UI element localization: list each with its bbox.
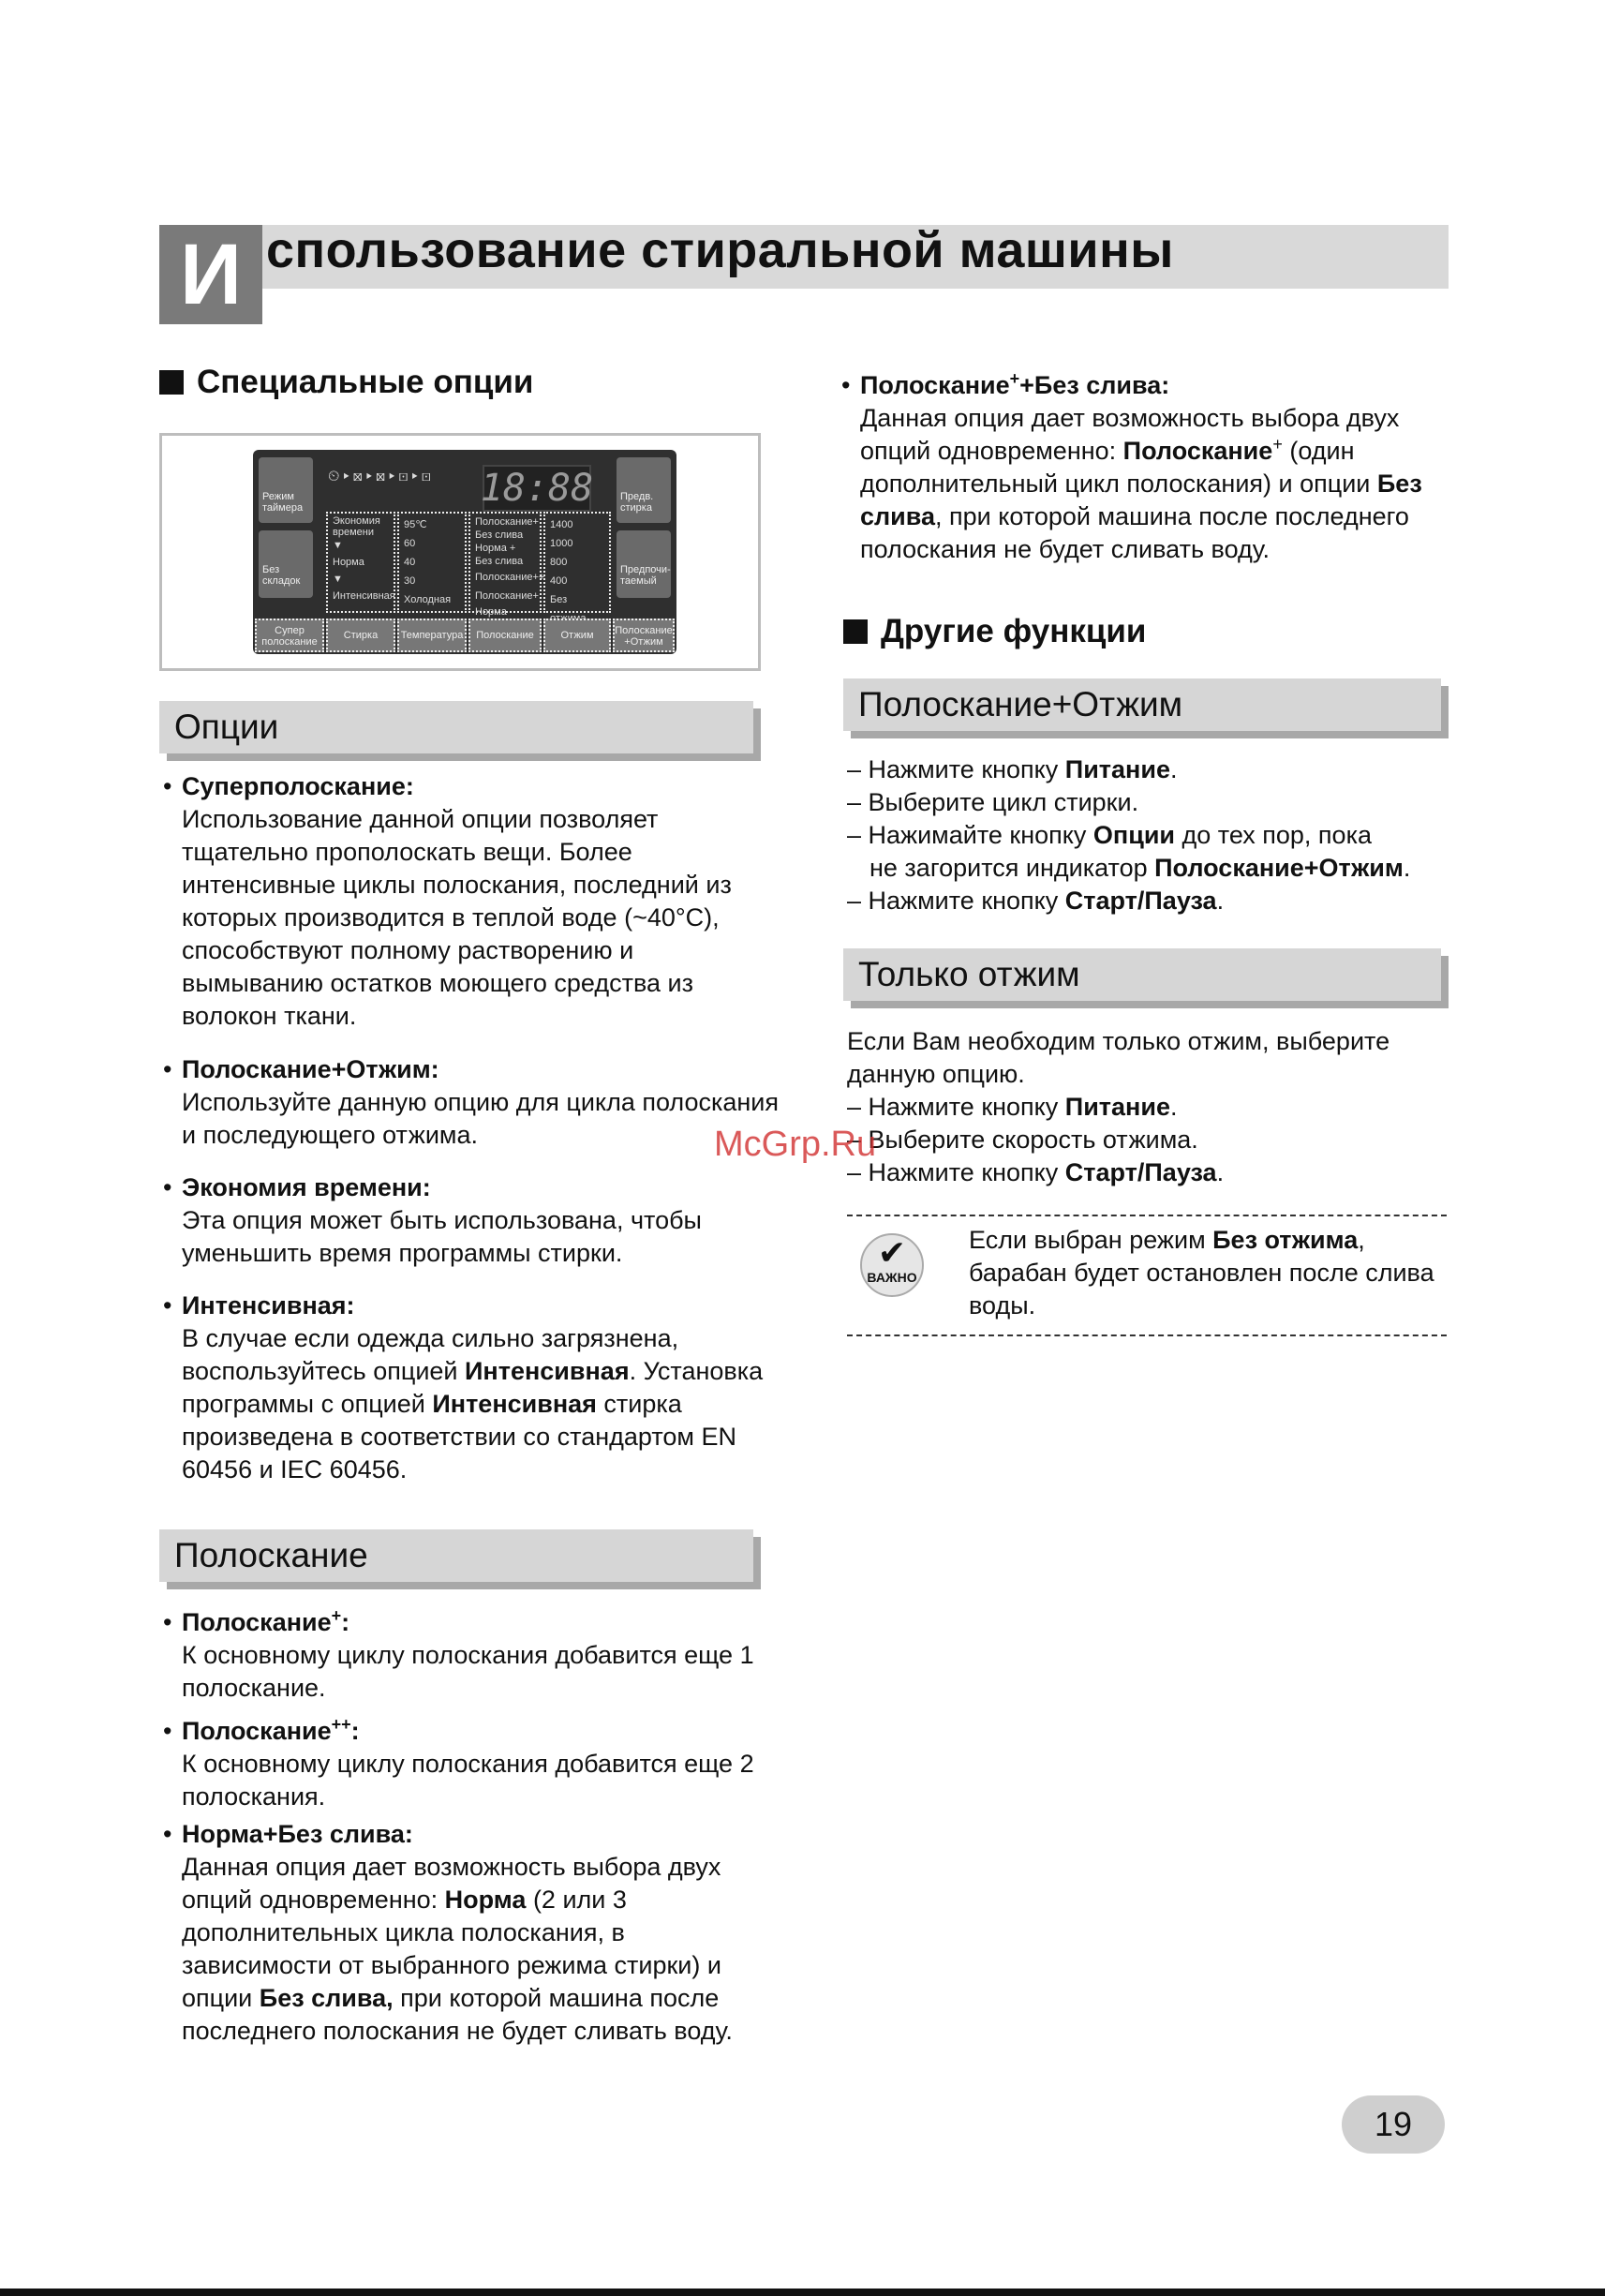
rinse-item-plus: • Полоскание+: К основному циклу полоскания добавится еще 1 полоскание. — [163, 1606, 754, 1702]
step: не загорится индикатор Полоскание+Отжим. — [869, 854, 1411, 882]
control-panel-illustration — [253, 450, 676, 654]
step: – Выберите скорость отжима. — [847, 1126, 1198, 1154]
panel-button-timer: Режим таймера — [259, 457, 313, 523]
rinse-item-plus-no-drain: • Полоскание++Без слива: Данная опция дает возможность выбора двух опций одновременно: Полоскание+ (один дополнительный цикл полоскания) и опции Без слива, при которой машина после последнего полоскания не будет сливать воду. — [841, 369, 1422, 563]
panel-bottom-rinse: Полоскание — [468, 619, 542, 652]
special-options-heading: Специальные опции — [159, 364, 533, 401]
watermark: McGrp.Ru — [714, 1125, 877, 1164]
rinse-heading: Полоскание — [159, 1529, 753, 1582]
rinse-spin-steps — [847, 753, 1465, 917]
panel-button-favorite: Предпочи-таемый — [617, 530, 671, 598]
note-rule-top — [847, 1215, 1447, 1216]
rinse-item-norma-no-drain: • Норма+Без слива: Данная опция дает возможность выбора двух опций одновременно: Норма (2 или 3 дополнительных цикла полоскания, в зависимости от выбранного режима стирки) и опции Без слива, при которой машина после последнего полоскания не будет сливать воду. — [163, 1820, 733, 2045]
step: – Нажимайте кнопку Опции до тех пор, пока — [847, 821, 1372, 849]
option-item-rinse-spin: • Полоскание+Отжим: Используйте данную опцию для цикла полоскания и последующего отжима. — [163, 1055, 780, 1149]
panel-bottom-spin: Отжим — [543, 619, 611, 652]
panel-button-prewash: Предв. стирка — [617, 457, 671, 523]
panel-bottom-wash: Стирка — [326, 619, 395, 652]
step: – Нажмите кнопку Старт/Пауза. — [847, 887, 1225, 915]
square-bullet-icon — [159, 370, 184, 395]
page-title: спользование стиральной машины — [266, 222, 1174, 278]
panel-column-temperature: 95℃ 60 40 30 Холодная — [397, 512, 467, 613]
option-item-intensive: • Интенсивная: В случае если одежда сильно загрязнена, воспользуйтесь опцией Интенсивная. Установка программы с опцией Интенсивная стирка произведена в соответствии со стандартом EN 60456 и IEC 60456. — [163, 1291, 764, 1483]
step: – Нажмите кнопку Старт/Пауза. — [847, 1158, 1225, 1186]
option-item-super-rinse: • Суперполоскание: Использование данной опции позволяет тщательно прополоскать вещи. Более интенсивные циклы полоскания, последний из которых производится в теплой воде (~40°C), способствуют полному растворению и вымыванию остатков моющего средства из волокон ткани. — [163, 772, 732, 1030]
step: – Выберите цикл стирки. — [847, 788, 1139, 816]
step: – Нажмите кнопку Питание. — [847, 755, 1178, 783]
panel-bottom-super-rinse: Супер полоскание — [255, 619, 324, 652]
note-rule-bottom — [847, 1334, 1447, 1336]
bottom-rule — [0, 2289, 1605, 2296]
important-icon: ✔ ВАЖНО — [860, 1233, 924, 1297]
panel-column-spin: 1400 1000 800 400 Без — [543, 512, 611, 613]
square-bullet-icon — [843, 619, 868, 644]
options-heading: Опции — [159, 701, 753, 753]
step: – Нажмите кнопку Питание. — [847, 1093, 1178, 1121]
panel-display: 18:88 — [480, 467, 594, 510]
note-text: Если выбран режим Без отжима, барабан будет остановлен после слива воды. — [969, 1226, 1434, 1319]
rinse-item-plusplus: • Полоскание++: К основному циклу полоскания добавится еще 2 полоскания. — [163, 1715, 754, 1811]
spin-only-heading: Только отжим — [843, 948, 1441, 1001]
panel-button-crease: Без складок — [259, 530, 313, 598]
title-initial: И — [159, 225, 262, 324]
other-functions-heading: Другие функции — [843, 613, 1146, 650]
spin-only-body: Если Вам необходим только отжим, выберите данную опцию. – Нажмите кнопку Питание. – Выберите скорость отжима. – Нажмите кнопку Старт/Пауза. — [847, 1025, 1447, 1189]
panel-column-options: Экономия времени ▼ Норма ▼ Интенсивная — [326, 512, 395, 613]
rinse-spin-heading: Полоскание+Отжим — [843, 678, 1441, 731]
page-number: 19 — [1342, 2095, 1445, 2154]
panel-cycle-icons: ⏲▸⊠▸⊠▸⊡▸⊡ — [328, 469, 435, 485]
panel-column-rinse: Полоскание+ Без слива Норма + Без слива Полоскание++ Полоскание+ Норма — [468, 512, 542, 613]
panel-bottom-rinse-spin: Полоскание +Отжим — [613, 619, 675, 652]
option-item-time-save: • Экономия времени: Эта опция может быть использована, чтобы уменьшить время программы стирки. — [163, 1173, 702, 1267]
panel-bottom-temperature: Температура — [397, 619, 467, 652]
